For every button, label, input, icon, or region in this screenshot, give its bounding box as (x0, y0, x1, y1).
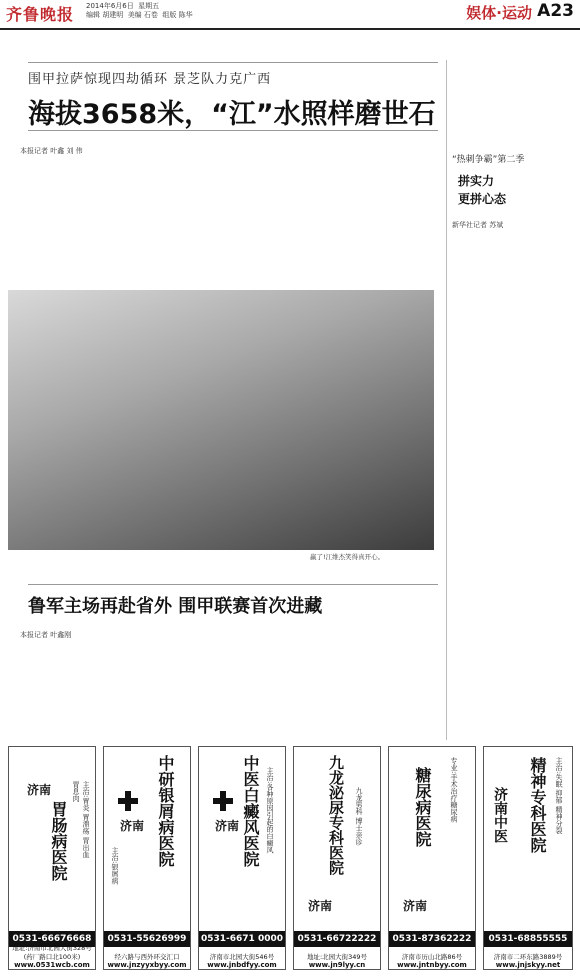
designer-credit: 美编 石卷 (127, 11, 158, 19)
headline-rule (28, 62, 438, 63)
story2-byline: 本报记者 叶鑫刚 (20, 631, 72, 639)
ad-hospital-name: 糖尿病医院 (413, 767, 432, 847)
story1-byline: 本报记者 叶鑫 刘 伟 (20, 147, 83, 155)
ad-address: 经六路与西外环交汇口 (114, 953, 180, 961)
story1-kicker: 围甲拉萨惊现四劫循环 景芝队力克广西 (28, 72, 272, 87)
sidebar-series: “热刺争霸”第二季 (452, 155, 525, 165)
ad-city: 济南 (403, 899, 428, 913)
ad-urology-hospital[interactable] (293, 746, 381, 970)
story1-headline: 海拔3658米，“江”水照样磨世石 (28, 99, 436, 130)
ad-address: 济南市二环东路3889号 (493, 953, 563, 961)
sidebar-title-1: 拼实力 (458, 174, 495, 188)
ad-address: 济南市历山北路86号 (401, 953, 463, 961)
ad-address: 地址:北园大街349号 (306, 953, 368, 961)
issue-meta (86, 2, 193, 20)
ad-vitiligo-hospital[interactable] (198, 746, 286, 970)
story2-text-col1 (20, 642, 116, 738)
ad-diabetes-hospital[interactable] (388, 746, 476, 970)
story2-text-col3 (228, 632, 324, 738)
ad-website[interactable]: www.jnzyyxbyy.com (107, 961, 187, 969)
ad-website[interactable]: www.0531wcb.com (14, 961, 90, 969)
story2-text-col2 (124, 632, 220, 738)
issue-date: 2014年6月6日 (86, 2, 134, 10)
photo-caption: 赢了!江维杰笑得真开心。 (310, 553, 385, 561)
ad-phone: 0531-87362222 (389, 931, 475, 947)
ad-website[interactable]: www.jnbdfyy.com (207, 961, 277, 969)
story1-text-col3 (212, 150, 300, 282)
news-photo (8, 290, 434, 550)
story1-text-col2 (116, 150, 204, 282)
ad-hospital-name: 中医白癜风医院 (241, 755, 260, 867)
ad-phone: 0531-66676668 (9, 931, 95, 947)
ad-tag: 专业:手术治疗糖尿病 (450, 757, 458, 823)
proof-credit: 组版 陈华 (162, 11, 193, 19)
ad-gastro-hospital[interactable] (8, 746, 96, 970)
ad-city: 济南 (120, 819, 145, 833)
ad-city: 济南 (308, 899, 333, 913)
story2-text-col4 (332, 632, 428, 738)
page-number: A23 (537, 1, 574, 21)
sidebar-text (452, 236, 572, 736)
cross-icon (118, 791, 138, 811)
ad-address: 济南市北园大街546号 (209, 953, 275, 961)
ad-website[interactable]: www.jn9lyy.cn (308, 961, 366, 969)
ad-phone: 0531-55626999 (104, 931, 190, 947)
ad-website[interactable]: www.jnjskyy.net (495, 961, 561, 969)
story2-rule (28, 584, 438, 585)
sidebar-title-2: 更拼心态 (458, 192, 507, 206)
story2-headline: 鲁军主场再赴省外 围甲联赛首次进藏 (28, 596, 323, 617)
ad-phone: 0531-66722222 (294, 931, 380, 947)
ad-city: 济南 (215, 819, 240, 833)
issue-weekday: 星期五 (138, 2, 160, 10)
ad-hospital-name: 胃肠病医院 (49, 801, 68, 881)
sidebar-byline: 新华社记者 苏斌 (452, 221, 504, 229)
ad-hospital-name: 九龙泌尿专科医院 (327, 755, 345, 875)
ad-website[interactable]: www.jntnbyy.com (397, 961, 467, 969)
ad-tag: 主治:胃炎 胃溃疡 胃出血 胃息肉 (72, 781, 90, 858)
headline-rule-bottom (28, 130, 438, 131)
section-label: 娱体·运动 (466, 4, 532, 22)
story1-text-col1 (20, 160, 108, 282)
ad-address: 地址:济南市北园大街328号(药厂路口北100米) (12, 944, 92, 961)
editor-credit: 编辑 胡建明 (86, 11, 124, 19)
newspaper-logo: 齐鲁晚报 (6, 5, 75, 24)
ad-tag: 主治:失眠 抑郁 精神分裂 (555, 757, 563, 834)
ad-psoriasis-hospital[interactable] (103, 746, 191, 970)
ad-tag: 九龙男科 博士亲诊 (355, 787, 363, 846)
ad-phone: 0531-6671 0000 (199, 931, 285, 947)
ad-psychiatric-hospital[interactable] (483, 746, 573, 970)
ad-tag: 主治:各种原因引起的白癜风 (266, 767, 274, 854)
ad-hospital-name: 中研银屑病医院 (156, 755, 175, 867)
ad-phone: 0531-68855555 (484, 931, 572, 947)
ad-city: 济南 (27, 783, 52, 797)
ad-tag: 主治:银屑病 (111, 847, 119, 885)
ad-hospital-name: 精神专科医院 (528, 757, 547, 853)
cross-icon (213, 791, 233, 811)
ad-city: 济南中医 (492, 787, 508, 843)
column-divider (446, 60, 447, 740)
story1-text-col4 (308, 150, 396, 282)
